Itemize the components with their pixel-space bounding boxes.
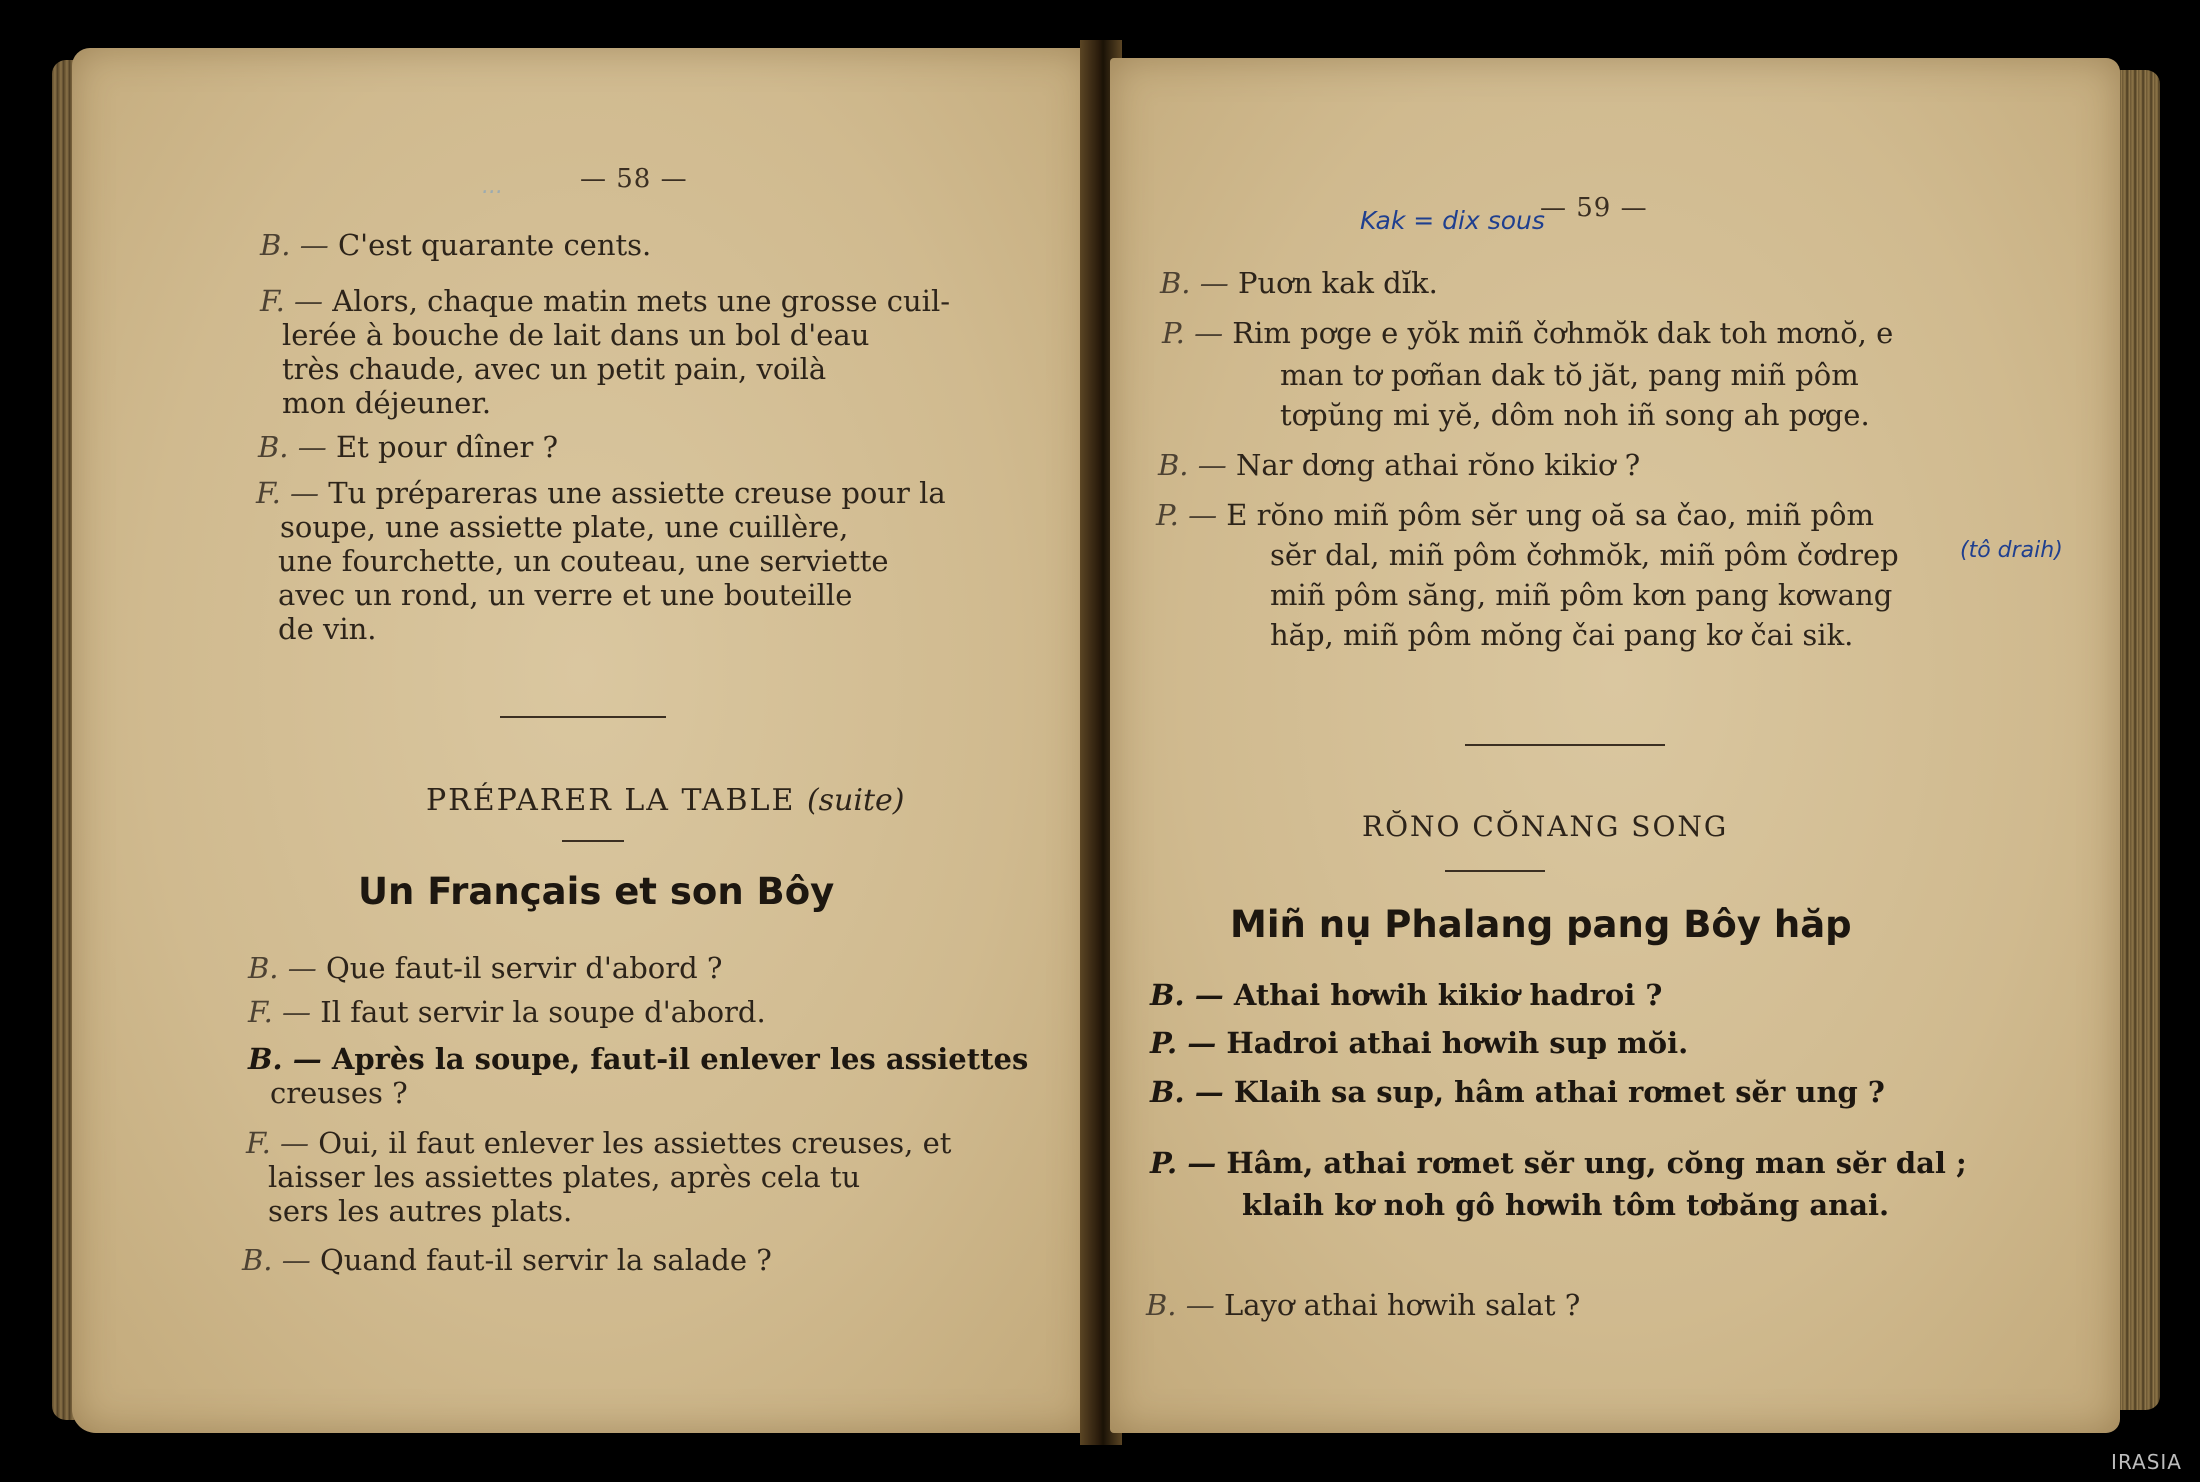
dialogue-continuation: de vin. [278, 612, 377, 646]
dialogue-continuation: lerée à bouche de lait dans un bol d'eau [282, 318, 870, 352]
margin-note: (tô draih) [1960, 538, 2063, 563]
dialogue-continuation: hăp, miñ pôm mŏng čai pang kơ čai sik. [1270, 618, 1854, 652]
dialogue-title: Un Français et son Bôy [358, 870, 835, 913]
dialogue-continuation: sĕr dal, miñ pôm čơhmŏk, miñ pôm čơdrep [1270, 538, 1899, 572]
dialogue-continuation: sers les autres plats. [268, 1194, 573, 1228]
dialogue-title: Miñ nụ Phalang pang Bôy hăp [1230, 903, 1852, 946]
section-divider [1465, 744, 1665, 746]
dialogue-line: F. — Alors, chaque matin mets une grosse cuil- [260, 284, 951, 318]
dialogue-continuation: man tơ pơñan dak tŏ jăt, pang miñ pôm [1280, 358, 1859, 392]
dialogue-line: B. — Klaih sa sup, hâm athai rơmet sĕr ung ? [1150, 1075, 1885, 1109]
right-page [1110, 58, 2120, 1433]
dialogue-line: B. — Puơn kak dĭk. [1160, 266, 1438, 300]
dialogue-line: B. — Et pour dîner ? [258, 430, 559, 464]
dialogue-continuation: très chaude, avec un petit pain, voilà [282, 352, 827, 386]
dialogue-continuation: une fourchette, un couteau, une serviette [278, 544, 889, 578]
dialogue-continuation: miñ pôm săng, miñ pôm kơn pang kơwang [1270, 578, 1893, 612]
dialogue-continuation: mon déjeuner. [282, 386, 492, 420]
dialogue-continuation: klaih kơ noh gô hơwih tôm tơbăng anai. [1242, 1188, 1890, 1222]
dialogue-line: B. — Layơ athai hơwih salat ? [1146, 1288, 1581, 1322]
section-divider [500, 716, 666, 718]
section-heading: RŎNO CŎNANG SONG [1362, 810, 1729, 843]
dialogue-continuation: soupe, une assiette plate, une cuillère, [280, 510, 849, 544]
dialogue-line: B. — Quand faut-il servir la salade ? [242, 1243, 772, 1277]
right-page-number: — 59 — [1540, 193, 1648, 223]
dialogue-continuation: laisser les assiettes plates, après cela tu [268, 1160, 861, 1194]
dialogue-continuation: tơpŭng mi yĕ, dôm noh iñ song ah pơge. [1280, 398, 1870, 432]
dialogue-line: F. — Oui, il faut enlever les assiettes creuses, et [246, 1126, 952, 1160]
dialogue-line: P. — Rim pơge e yŏk miñ čơhmŏk dak toh mơnŏ, e [1162, 316, 1894, 350]
dialogue-continuation: creuses ? [270, 1076, 408, 1110]
dialogue-line: B. — Nar dơng athai rŏno kikiơ ? [1158, 448, 1641, 482]
dialogue-line: P. — E rŏno miñ pôm sĕr ung oă sa čao, miñ pôm [1156, 498, 1875, 532]
left-page-number: — 58 — [580, 164, 688, 194]
handwritten-note: Kak = dix sous [1360, 206, 1545, 235]
dialogue-line: P. — Hadroi athai hơwih sup mŏi. [1150, 1026, 1689, 1060]
dialogue-line: F. — Tu prépareras une assiette creuse pour la [256, 476, 946, 510]
heading-underline [562, 840, 624, 842]
section-heading: PRÉPARER LA TABLE (suite) [426, 783, 905, 818]
watermark-label: IRASIA [2111, 1450, 2182, 1474]
dialogue-line: B. — Que faut-il servir d'abord ? [248, 951, 723, 985]
dialogue-line: P. — Hâm, athai rơmet sĕr ung, cŏng man sĕr dal ; [1150, 1146, 1967, 1180]
heading-underline [1445, 870, 1545, 872]
left-page [72, 48, 1090, 1433]
dialogue-line: F. — Il faut servir la soupe d'abord. [248, 995, 766, 1029]
dialogue-line: B. — C'est quarante cents. [260, 228, 652, 262]
dialogue-line: B. — Après la soupe, faut-il enlever les assiettes [248, 1042, 1029, 1076]
left-faint-annotation: ... [482, 174, 503, 199]
dialogue-continuation: avec un rond, un verre et une bouteille [278, 578, 853, 612]
dialogue-line: B. — Athai hơwih kikiơ hadroi ? [1150, 978, 1663, 1012]
